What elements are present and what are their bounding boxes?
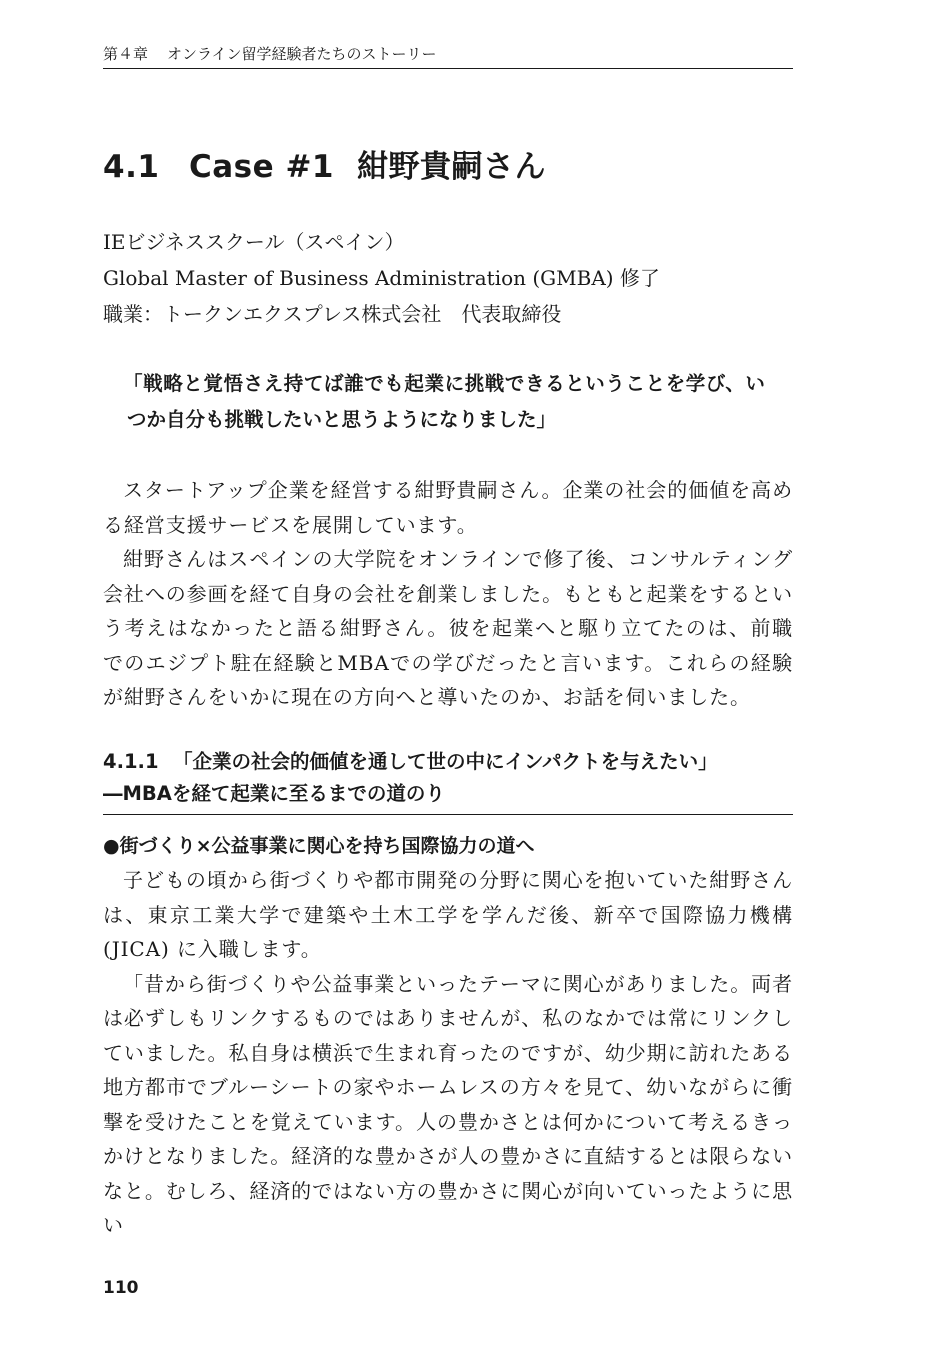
body-paragraph: 子どもの頃から街づくりや都市開発の分野に関心を抱いていた紺野さんは、東京工業大学で建築や土木工学を学んだ後、新卒で国際協力機構 (JICA) に入職します。 bbox=[103, 868, 793, 961]
intro-paragraph: スタートアップ企業を経営する紺野貴嗣さん。企業の社会的価値を高める経営支援サービスを展開しています。 bbox=[103, 478, 793, 537]
person-name: 紺野貴嗣さん bbox=[357, 149, 546, 185]
running-header bbox=[103, 44, 793, 69]
pull-quote bbox=[123, 366, 803, 438]
profile-degree: Global Master of Business Administration (GMBA) 修了 bbox=[103, 266, 660, 290]
profile-block bbox=[103, 224, 803, 332]
intro-text bbox=[103, 473, 793, 715]
subsection-number: 4.1.1 bbox=[103, 750, 159, 773]
pull-quote-line-1: 「戦略と覚悟さえ持てば誰でも起業に挑戦できるということを学び、い bbox=[123, 372, 766, 395]
section-number: 4.1 bbox=[103, 149, 160, 185]
subsection-heading bbox=[103, 746, 793, 815]
subsection-title-line-2: ―MBAを経て起業に至るまでの道のり bbox=[103, 782, 445, 805]
subsection-title-line-1: 「企業の社会的価値を通して世の中にインパクトを与えたい」 bbox=[173, 750, 718, 773]
profile-school: IEビジネススクール（スペイン） bbox=[103, 230, 405, 254]
topic-heading: ●街づくり×公益事業に関心を持ち国際協力の道へ bbox=[103, 835, 535, 857]
section-title bbox=[103, 143, 546, 191]
profile-occupation: 職業：トークンエクスプレス株式会社 代表取締役 bbox=[103, 302, 562, 326]
case-label: Case #1 bbox=[189, 149, 334, 185]
intro-paragraph: 紺野さんはスペインの大学院をオンラインで修了後、コンサルティング会社への参画を経て自身の会社を創業しました。もともと起業をするという考えはなかったと語る紺野さん。彼を起業へと駆り立てたのは、前職でのエジプト駐在経験とMBAでの学びだったと言います。これらの経験が紺野さんをいかに現在の方向へと導いたのか、お話を伺いました。 bbox=[103, 547, 793, 709]
body-text bbox=[103, 863, 793, 1243]
body-paragraph: 「昔から街づくりや公益事業といったテーマに関心がありました。両者は必ずしもリンクするものではありませんが、私のなかでは常にリンクしていました。私自身は横浜で生まれ育ったのですが、幼少期に訪れたある地方都市でブルーシートの家やホームレスの方々を見て、幼いながらに衝撃を受けたことを覚えています。人の豊かさとは何かについて考えるきっかけとなりました。経済的な豊かさが人の豊かさに直結するとは限らないなと。むしろ、経済的ではない方の豊かさに関心が向いていったように思い bbox=[103, 971, 793, 1237]
chapter-label: 第４章 bbox=[103, 45, 149, 63]
page-number: 110 bbox=[103, 1278, 139, 1298]
pull-quote-line-2: つか自分も挑戦したいと思うようになりました」 bbox=[127, 408, 557, 431]
chapter-title: オンライン留学経験者たちのストーリー bbox=[167, 45, 437, 63]
